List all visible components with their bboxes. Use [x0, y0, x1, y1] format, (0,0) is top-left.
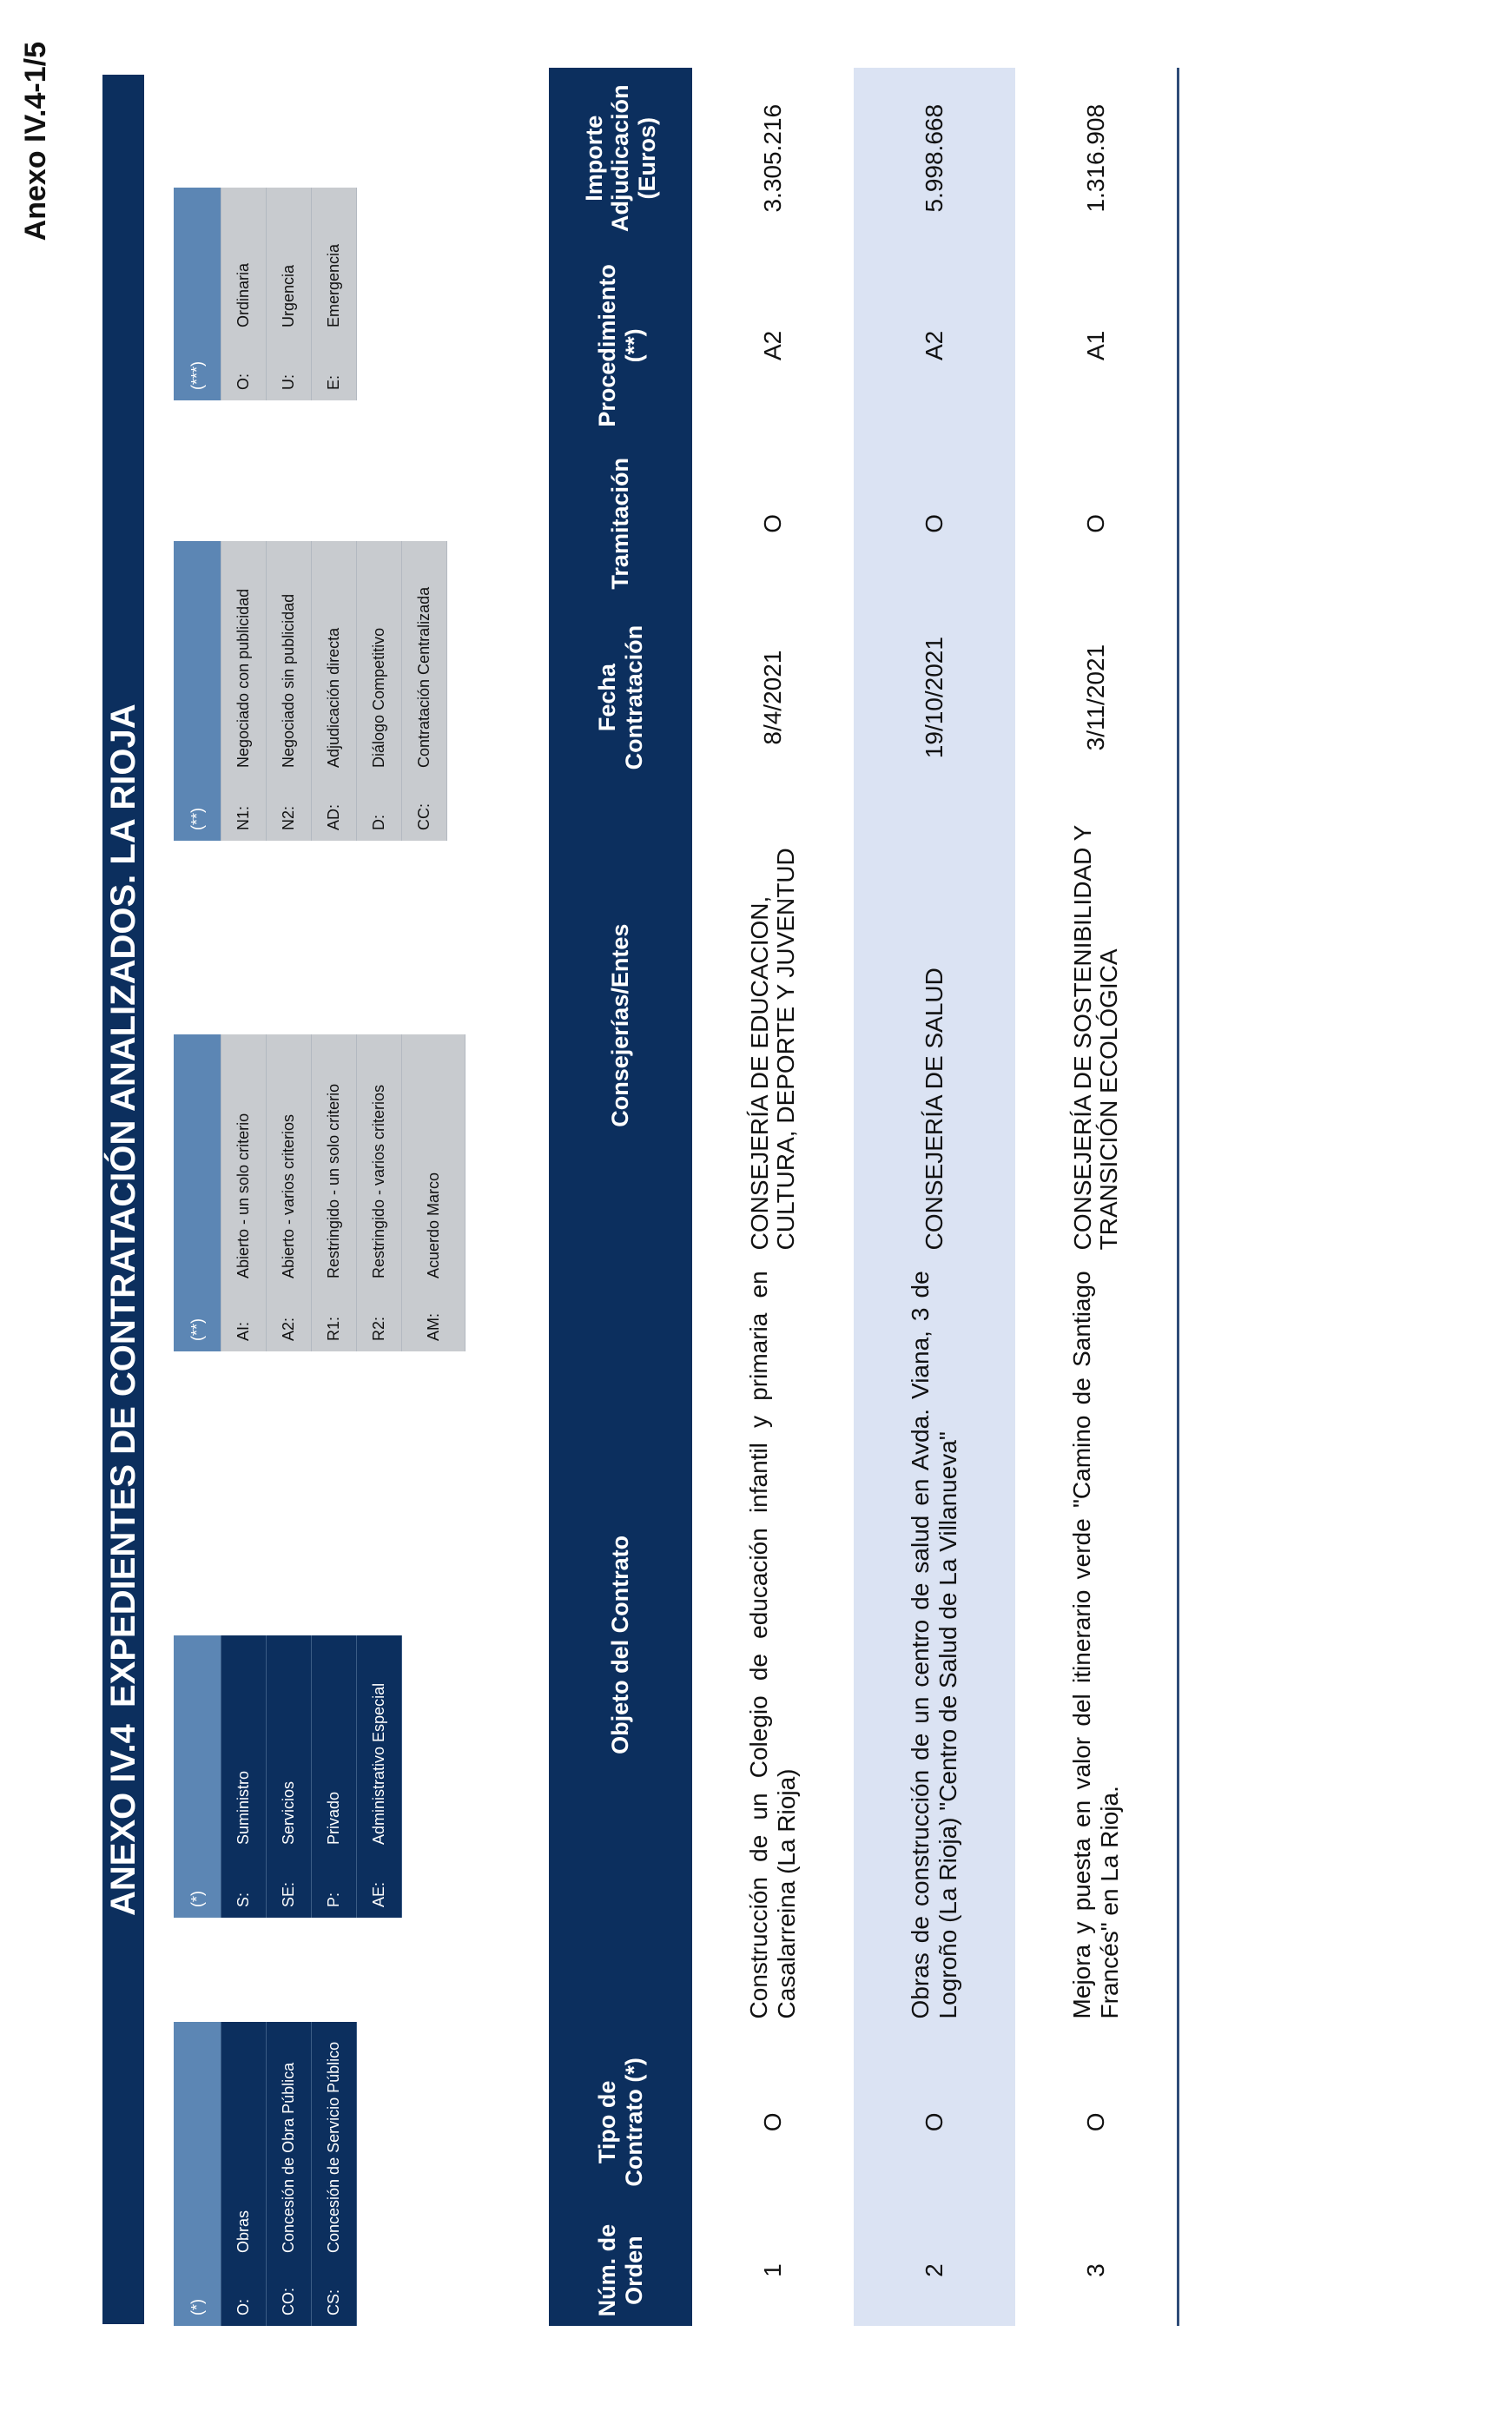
header-procedimiento: Procedimiento (**): [549, 248, 692, 442]
legend-row: O: Ordinaria: [221, 188, 267, 400]
table-row: [692, 68, 854, 2326]
legend-row: N1: Negociado con publicidad: [221, 541, 267, 841]
cell-tipo: O: [854, 2029, 1015, 2215]
cell-num: 2: [854, 2215, 1015, 2326]
cell-tipo: O: [1015, 2029, 1179, 2215]
legend-row: P: Privado: [312, 1635, 357, 1918]
legend-row: AI: Abierto - un solo criterio: [221, 1034, 267, 1351]
legend-row: CO: Concesión de Obra Pública: [267, 2022, 312, 2326]
cell-fecha: 8/4/2021: [759, 650, 786, 745]
legend-row: AD: Adjudicación directa: [312, 541, 357, 841]
header-tipo-contrato: Tipo de Contrato (*): [549, 2029, 692, 2215]
legend-header: (**): [174, 541, 221, 841]
legend-row: N2: Negociado sin publicidad: [267, 541, 312, 841]
header-num-orden: Núm. de Orden: [549, 2215, 692, 2326]
page-identifier: Anexo IV.4-1/5: [19, 42, 52, 241]
contracts-table: [549, 68, 1179, 2326]
legend-row: AE: Administrativo Especial: [357, 1635, 402, 1918]
cell-tramitacion: O: [854, 442, 1015, 604]
legend-row: O: Obras: [221, 2022, 267, 2326]
contracts-table-wrapper: [549, 68, 1179, 2326]
table-header-row: [549, 68, 692, 2326]
cell-objeto: Obras de construcción de un centro de salud en Avda. Viana, 3 de Logroño (La Rioja) "Centro de Salud de La Villanueva": [854, 1260, 1015, 2029]
legend-header: (***): [174, 188, 221, 400]
legend-row: D: Diálogo Competitivo: [357, 541, 402, 841]
cell-fecha: 3/11/2021: [1015, 604, 1179, 790]
table-row: [854, 68, 1015, 2326]
annex-label: ANEXO IV.4: [104, 1724, 142, 1916]
legend-tramitacion: [174, 188, 357, 400]
legend-row: CS: Concesión de Servicio Público: [312, 2022, 357, 2326]
cell-objeto: Mejora y puesta en valor del itinerario verde "Camino de Santiago Francés" en La Rioja.: [1015, 1260, 1179, 2029]
header-objeto: Objeto del Contrato: [549, 1260, 692, 2029]
table-row: [1015, 68, 1179, 2326]
legend-row: SE: Servicios: [267, 1635, 312, 1918]
cell-procedimiento: A2: [854, 248, 1015, 442]
legend-header: (*): [174, 2022, 221, 2326]
cell-consejeria: CONSEJERÍA DE SALUD: [854, 790, 1015, 1260]
legend-row: S: Suministro: [221, 1635, 267, 1918]
header-fecha: Fecha Contratación: [549, 604, 692, 790]
legend-tipo-contrato-b: [174, 1635, 402, 1918]
legend-row: R1: Restringido - un solo criterio: [312, 1034, 357, 1351]
legend-row: CC: Contratación Centralizada: [402, 541, 447, 841]
cell-consejeria: CONSEJERÍA DE SOSTENIBILIDAD Y TRANSICIÓN ECOLÓGICA: [1015, 790, 1179, 1260]
legend-row: U: Urgencia: [267, 188, 312, 400]
cell-objeto: Construcción de un Colegio de educación infantil y primaria en Casalarreina (La Rioja): [744, 1271, 800, 2019]
legend-tipo-contrato-a: [174, 2022, 357, 2326]
cell-importe: 1.316.908: [1015, 68, 1179, 248]
title-bar: [102, 75, 144, 2324]
cell-fecha: 19/10/2021: [854, 604, 1015, 790]
legend-row: AM: Acuerdo Marco: [402, 1034, 465, 1351]
cell-num: 1: [759, 2263, 786, 2277]
cell-tramitacion: O: [759, 513, 786, 533]
legend-row: E: Emergencia: [312, 188, 357, 400]
cell-procedimiento: A1: [1015, 248, 1179, 442]
legend-row: R2: Restringido - varios criterios: [357, 1034, 402, 1351]
legend-header: (*): [174, 1635, 221, 1918]
legend-procedimiento-b: [174, 541, 447, 841]
header-importe: Importe Adjudicación (Euros): [549, 68, 692, 248]
legend-header: (**): [174, 1034, 221, 1351]
page-title: EXPEDIENTES DE CONTRATACIÓN ANALIZADOS. LA RIOJA: [104, 703, 142, 1708]
legend-procedimiento-a: [174, 1034, 465, 1351]
cell-tipo: O: [759, 2112, 786, 2132]
cell-importe: 5.998.668: [854, 68, 1015, 248]
cell-num: 3: [1015, 2215, 1179, 2326]
legend-row: A2: Abierto - varios criterios: [267, 1034, 312, 1351]
cell-consejeria: CONSEJERÍA DE EDUCACION, CULTURA, DEPORTE Y JUVENTUD: [745, 848, 799, 1251]
cell-tramitacion: O: [1015, 442, 1179, 604]
cell-procedimiento: A2: [759, 330, 786, 361]
cell-importe: 3.305.216: [759, 103, 786, 213]
header-consejerias: Consejerías/Entes: [549, 790, 692, 1260]
header-tramitacion: Tramitación: [549, 442, 692, 604]
